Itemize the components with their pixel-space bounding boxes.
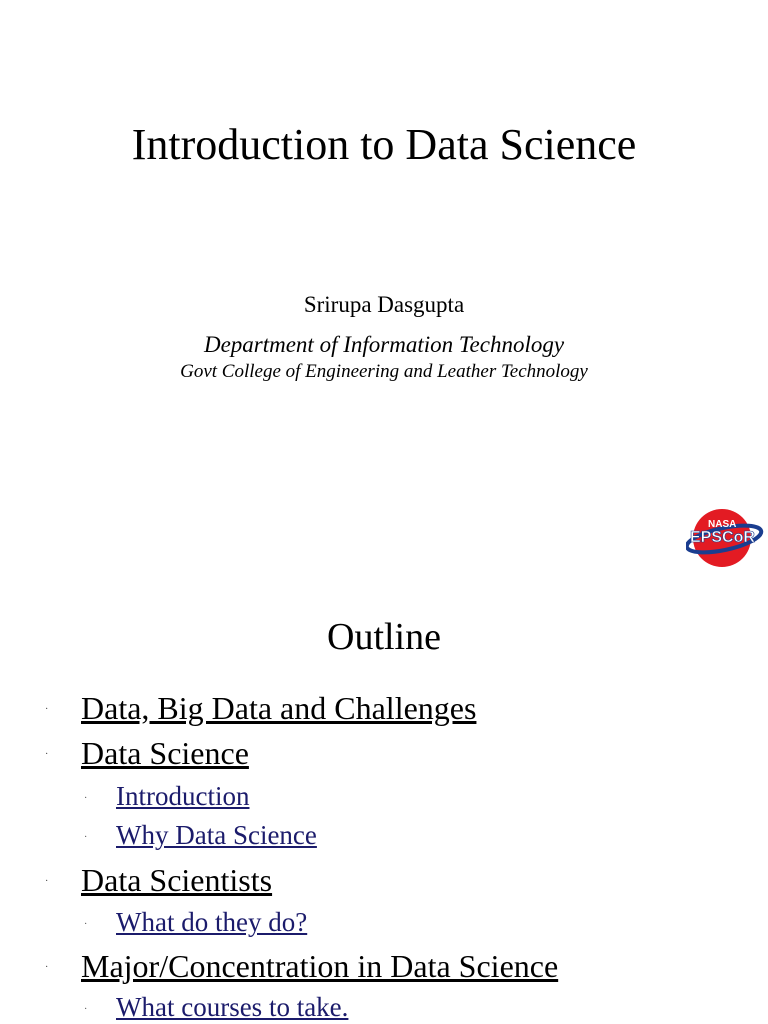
bullet-icon: ·: [45, 962, 49, 973]
bullet-icon: ·: [45, 704, 49, 715]
department-name: Department of Information Technology: [203, 332, 565, 357]
college-name: Govt College of Engineering and Leather Technology: [180, 361, 588, 382]
outline-subitem-why-data-science[interactable]: [84, 819, 317, 851]
outline-item-major-concentration[interactable]: [45, 947, 559, 985]
outline-item-label: Major/Concentration in Data Science: [81, 948, 559, 984]
outline-item-label: Data, Big Data and Challenges: [81, 690, 477, 726]
outline-item-label: Introduction: [116, 781, 250, 811]
outline-item-label: Why Data Science: [116, 820, 317, 850]
outline-item-label: Data Scientists: [81, 862, 273, 898]
author-name: Srirupa Dasgupta: [303, 292, 465, 317]
outline-item-label: Data Science: [81, 735, 249, 771]
bullet-icon: ·: [84, 919, 88, 930]
nasa-epscor-logo: [686, 505, 766, 571]
outline-item-label: What courses to take.: [116, 992, 349, 1022]
outline-list: [0, 576, 768, 1024]
outline-item-label: What do they do?: [116, 907, 308, 937]
logo-text-nasa: NASA: [708, 519, 737, 530]
outline-slide: [0, 576, 768, 1024]
outline-item-data-scientists[interactable]: [45, 861, 273, 899]
bullet-icon: ·: [84, 1004, 88, 1015]
outline-subitem-what-courses[interactable]: [84, 991, 349, 1023]
bullet-icon: ·: [45, 876, 49, 887]
outline-subitem-what-do-they-do[interactable]: [84, 906, 308, 938]
logo-text-epscor: EPSCoR: [690, 529, 755, 546]
outline-item-data-big-data[interactable]: [45, 689, 477, 727]
outline-subitem-introduction[interactable]: [84, 780, 250, 812]
outline-item-data-science[interactable]: [45, 734, 249, 772]
bullet-icon: ·: [45, 749, 49, 760]
bullet-icon: ·: [84, 832, 88, 843]
outline-title: Outline: [327, 616, 441, 658]
bullet-icon: ·: [84, 793, 88, 804]
slide-title: Introduction to Data Science: [131, 120, 637, 169]
nasa-epscor-logo-graphic: [686, 505, 766, 571]
